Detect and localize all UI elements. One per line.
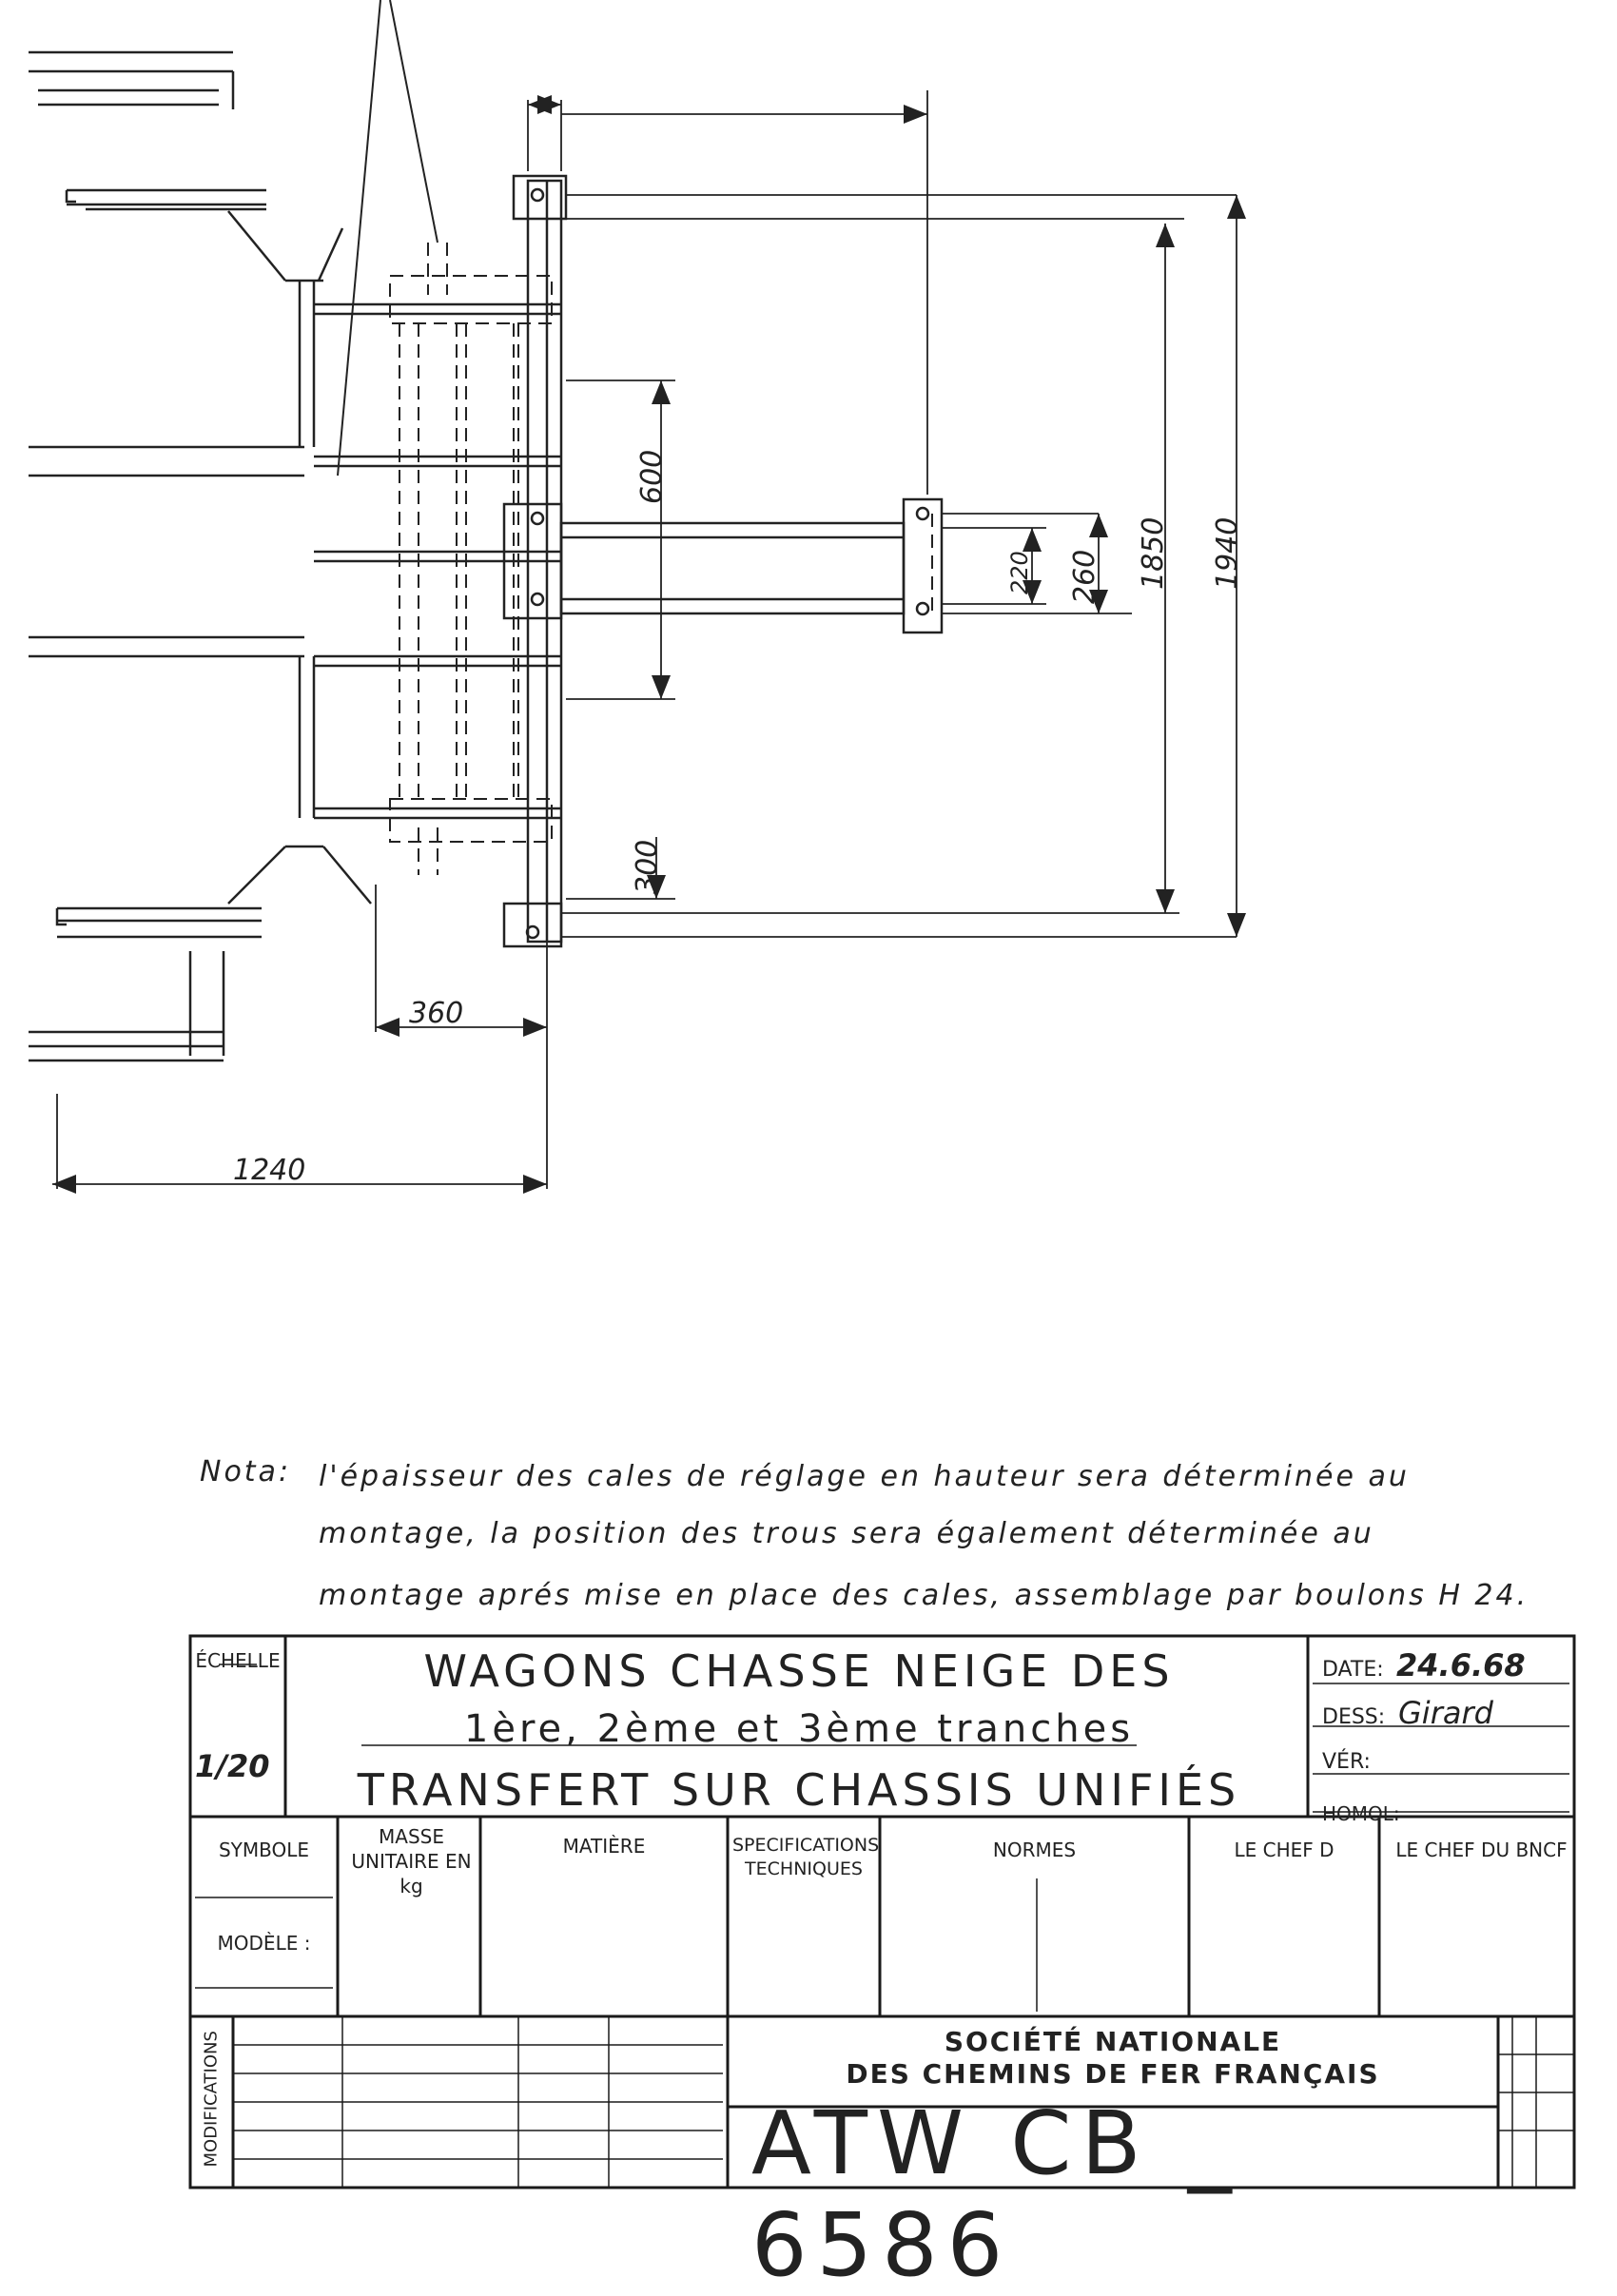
echelle-value: 1/20 <box>195 1748 270 1784</box>
company-name-line-1: SOCIÉTÉ NATIONALE <box>944 2026 1282 2057</box>
matiere-label: MATIÈRE <box>562 1835 646 1858</box>
dess-label: DESS: <box>1322 1705 1386 1729</box>
company-name-line-2: DES CHEMINS DE FER FRANÇAIS <box>846 2058 1380 2090</box>
normes-label: NORMES <box>992 1839 1077 1861</box>
ver-label: VÉR: <box>1322 1750 1371 1774</box>
symbole-label: SYMBOLE <box>218 1839 310 1861</box>
echelle-label: ÉCHELLE <box>195 1649 281 1672</box>
nota-line-3: montage aprés mise en place des cales, assemblage par boulons H 24. <box>319 1579 1529 1612</box>
date-label: DATE: <box>1322 1658 1384 1682</box>
nota-line-1: l'épaisseur des cales de réglage en hauteur sera déterminée au <box>319 1460 1410 1493</box>
homol-label: HOMOL: <box>1322 1802 1400 1825</box>
dim-300: 300 <box>631 839 664 894</box>
modele-label: MODÈLE : <box>217 1932 311 1955</box>
dim-600: 600 <box>635 449 669 504</box>
masse-label: MASSE UNITAIRE EN kg <box>351 1825 472 1897</box>
chef-bncf-label: LE CHEF DU BNCF <box>1395 1839 1568 1861</box>
dim-1940: 1940 <box>1211 516 1244 590</box>
dim-260: 260 <box>1068 549 1101 604</box>
dim-220: 220 <box>1006 551 1033 594</box>
dim-1240: 1240 <box>233 1154 306 1187</box>
drawing-title-line-2: 1ère, 2ème et 3ème tranches <box>463 1707 1135 1751</box>
dess-value: Girard <box>1398 1695 1493 1731</box>
drawing-reference-number: ATW CB _ 6586 <box>751 2092 1241 2296</box>
drawing-title-line-1: WAGONS CHASSE NEIGE DES <box>423 1645 1175 1697</box>
drawing-title-line-3: TRANSFERT SUR CHASSIS UNIFIÉS <box>357 1764 1241 1816</box>
nota-line-2: montage, la position des trous sera également déterminée au <box>319 1517 1374 1550</box>
modifications-label: MODIFICATIONS <box>201 2031 222 2168</box>
date-value: 24.6.68 <box>1396 1647 1526 1683</box>
specifications-label: SPECIFICATIONS TECHNIQUES <box>732 1835 880 1879</box>
dim-1850: 1850 <box>1137 516 1170 590</box>
dim-360: 360 <box>409 997 464 1030</box>
chef-d-label: LE CHEF D <box>1234 1839 1335 1861</box>
nota-label: Nota: <box>200 1455 292 1489</box>
